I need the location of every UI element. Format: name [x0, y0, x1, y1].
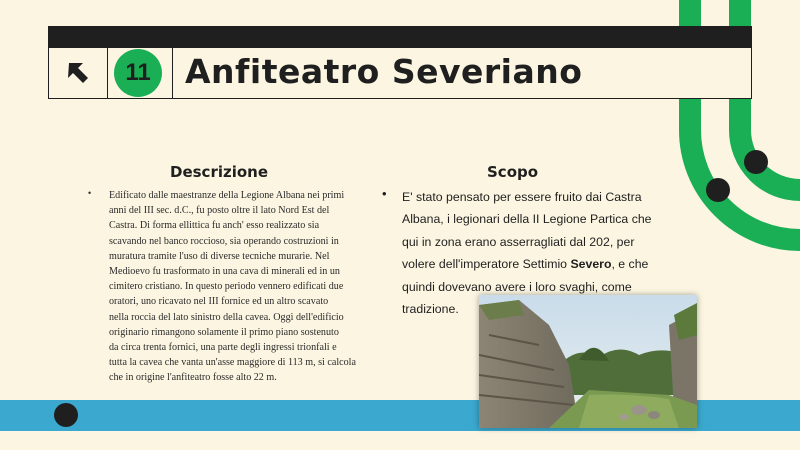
amphitheatre-ruins-photo: [479, 295, 697, 428]
descrizione-line: che in origine l'anfiteatro fosse alto 22 m.: [109, 372, 277, 384]
descrizione-line: Castra. Di forma ellittica fu anch' esso realizzato sia: [109, 220, 320, 232]
descrizione-line: scavando nel banco roccioso, sia operando costruzioni in: [109, 235, 339, 247]
descrizione-line: cimitero cristiano. In questo periodo vennero edificati due: [109, 281, 344, 293]
scopo-line: quindi dovevano avere i loro svaghi, come: [402, 279, 632, 294]
header: [48, 48, 752, 99]
decorative-dot: [54, 403, 78, 427]
page-title: Anfiteatro Severiano: [185, 52, 583, 91]
descrizione-line: oratori, uno ricavato nel III fornice ed un altro scavato: [109, 296, 329, 308]
arrow-up-left-icon: [63, 58, 93, 88]
descrizione-line: anni del III sec. d.C., fu posto oltre il lato Nord Est del: [109, 205, 330, 217]
descrizione-line: tutta la cavea che vanta un'asse maggiore di 113 m, si calcola: [109, 357, 356, 369]
scopo-line: qui in zona erano asserragliati dal 202, per: [402, 234, 635, 249]
descrizione-line: nella roccia del lato sinistro della cavea. Oggi dell'edificio: [109, 311, 344, 323]
scopo-line: [402, 253, 682, 275]
descrizione-list: [88, 188, 373, 386]
descrizione-line: da circa trenta fornici, una parte degli ingressi trionfali e: [109, 342, 337, 354]
bullet: •: [88, 188, 92, 198]
scopo-line: E' stato pensato per essere fruito dai Castra: [402, 190, 642, 204]
scopo-line-end: , e che: [611, 257, 649, 272]
descrizione-text: [109, 188, 373, 386]
header-top-bar: [48, 26, 752, 48]
scopo-line: tradizione.: [402, 302, 459, 317]
descrizione-line: muratura tramite l'uso di diverse tecniche murarie. Nel: [109, 250, 330, 262]
number-cell: [108, 48, 173, 98]
descrizione-line: originario rimangono solamente il primo piano sostenuto: [109, 326, 339, 338]
scopo-line: Albana, i legionari della II Legione Partica che: [402, 212, 652, 227]
scopo-heading: Scopo: [487, 163, 539, 181]
severo-bold: Severo: [570, 257, 612, 272]
descrizione-line: Medioevo fu trasformato in una cava di minerali ed in un: [109, 266, 340, 278]
descrizione-line: Edificato dalle maestranze della Legione Albana nei primi: [109, 190, 345, 201]
descrizione-heading: Descrizione: [170, 163, 269, 181]
back-arrow-button[interactable]: [49, 48, 108, 98]
bullet: •: [382, 186, 387, 201]
scopo-line-start: volere dell'imperatore Settimio: [402, 257, 571, 272]
stop-number-badge: 11: [114, 49, 162, 97]
